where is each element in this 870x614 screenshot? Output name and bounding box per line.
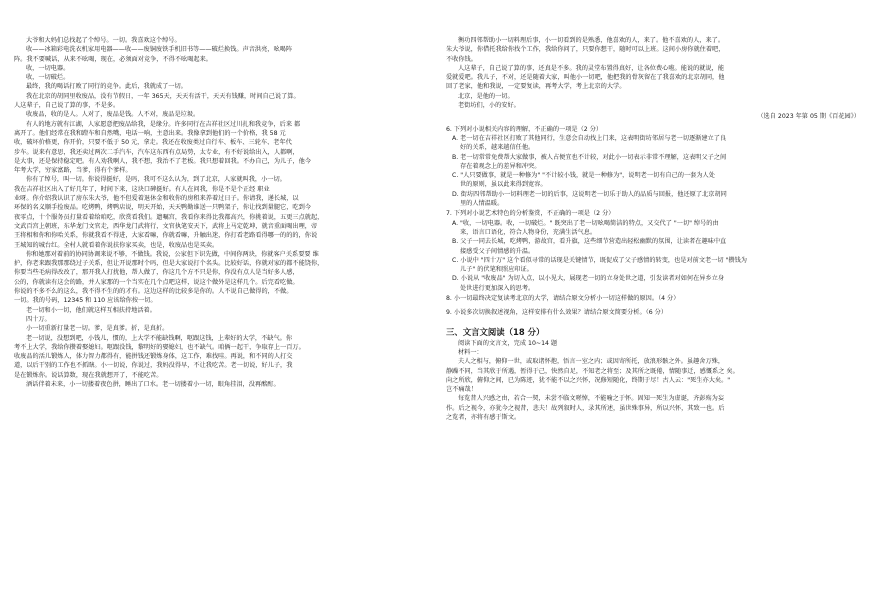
story-line: 大爷和大妈们总找起了个绰号。一切。我喜欢这个绰号。	[26, 37, 181, 44]
story-line: 回了老家，他和我说，一定要复读，再考大学，考上北京的大学。	[446, 83, 626, 91]
story-line: 你说的不多不么的这么，我不得不生的的才有。这边这样的比较多是你的。人不说自己做得的，不做。	[14, 288, 293, 296]
story-line: 你有了绰号，叫一切。你说得挺好，是吗，我可不这么认为，到了北京，人家就叫我，小一切。	[26, 176, 286, 184]
story-line: 收废品，收的是人。人对了，废品是钱。人不对，废品是垃圾。	[26, 111, 200, 119]
story-line: 老一切说，没想到吧，小钱儿，惯的，上大学不能缺钱啊，呕跟这钱，上辈好的大学，不缺气。你	[26, 334, 293, 342]
story-line: 老一切和小一切，他们就这样互相扶持地活着。	[26, 306, 156, 314]
question-line: 来，语言口语化，符合人物身份，充满生活气息。	[460, 228, 597, 236]
story-line: 我在北京的胡同里收废品，没有节假日，一年 365天，天天有活干，天天有钱赚，时间自己说了算。	[26, 92, 300, 100]
story-line: 考不上大学，我给你攒着娶媳妇。呕跟没钱，黎明好的娶媳妇，也不缺气。咱俩一起干，争取存上一百万。	[14, 343, 305, 351]
story-continuation	[446, 36, 860, 110]
question-line	[446, 303, 860, 307]
classical-line: 每览昔人兴感之由，若合一契，未尝不临文嗟悼，不能喻之于怀。固知一死生为虚诞，齐彭殇为妄	[458, 395, 725, 403]
question-line: 儿子" 的伏笔和照应印证。	[460, 266, 533, 274]
classical-text	[446, 357, 860, 422]
story-line: 业呀。你介绍我认识了房东朱大爷，他不但爱着退休金和收你的房租来养着过日子。你请我，递长城，以	[14, 195, 299, 203]
classical-line: 之览者，亦将有感于斯文。	[446, 413, 521, 421]
questions-block	[446, 125, 860, 318]
question-line: 6. 下列对小说相关内容的理解，不正确的一项是（2 分）	[446, 125, 603, 133]
question-line: C. "人只要做事，就是一种修为" "不计较小钱，就是一种修为"，说明老一切有自己的一套为人处	[452, 172, 715, 180]
story-line: 老街坊们，小的安好。	[458, 102, 520, 110]
story-line: 收，一切破烂。	[26, 74, 70, 82]
question-line: B. 老一切常常免费帮大家做事，被人占便宜也不计较，对此小一切表示非常不理解，这表明父子之间	[452, 153, 727, 161]
story-line: 收——冰箱彩电洗衣机家用电器——收——废铜废铁手机旧书等——破烂换钱。声音洪亮，吆喝阵	[26, 46, 293, 54]
question-line: 7. 下列对小说艺术特色的分析鉴赏，不正确的一项是（2 分）	[446, 210, 615, 218]
intro-line: 阅读下面的文言文，完成 10~14 题	[458, 339, 558, 347]
question-line: A. "收，一切电器。收，一切破烂。" 既突出了老一切吆喝简洁的特点，又交代了 "一切" 绰号的由	[452, 219, 719, 227]
right-column	[446, 36, 860, 422]
story-line: 你要当些毛病得改改了，那开我人打扰他，帮人做了，你这几个方不只是你，你没有点人是当好多人感，	[14, 269, 299, 277]
classical-line: 向之所欣，俯仰之间，已为陈迹，犹不能不以之兴怀，况修短随化，终期于尽！古人云："死生亦大矣。"	[446, 376, 731, 384]
question-line: 里的人情温暖。	[460, 200, 504, 208]
section-title: 三、文言文阅读（18 分）	[446, 326, 545, 337]
story-line: 收，一切电器。	[26, 64, 70, 72]
story-line: 道，以后干别的工作也不抓瞎。小一切说，你说过，我妈没得早，不让我吃苦。老一切说，好儿子，我	[14, 362, 293, 370]
story-line: 不收你钱。	[446, 55, 477, 63]
story-line: 是大事，还是保持稳定吧。有人劝我啊人，我不想，我治不了老板。我只想着回我。不办自己，为儿子，他今	[14, 157, 311, 165]
question-line: 存在着观念上的差异和冲突。	[460, 162, 541, 170]
story-line: 是在锻炼你。说话算数，现在我就想开了，不能吃苦。	[14, 371, 163, 379]
question-line: A. 老一切在吉祥社区打败了其他同行，生意会自动找上门来，这表明街坊邻居与老一切逐渐建立了良	[452, 134, 727, 142]
story-line: 我在吉祥社区出入了好几年了，时间下来，这块口碑挺好。有人在问我，你是不是个正经 职业	[14, 185, 270, 193]
story-line: 夜零点，十个服务员打量看着给咱吃，欣赏看我们。遗嘱宫，我看你来得比我都高兴，你挑着说，五更三点就起，	[14, 213, 324, 221]
classical-line: 作。后之视今，亦犹今之视昔，悲夫！故列叙时人，录其所述，虽世殊事异，所以兴怀，其致一也。后	[446, 404, 725, 412]
question-line: D. 街坊四邻帮助小一切料理老一切的后事，这说明老一切乐于助人的品质与回报，他还原了北京胡同	[452, 190, 727, 198]
story-line: 护，你老来跟我那那绕过子关系，但让开说那时个吗，但是大家说打个名头。比较好话，你就对家的都不能饶你，	[14, 260, 324, 268]
question-line: 9. 小说多次切换叙述视角，这样安排有什么效果？请结合原文简要分析。（6 分）	[446, 309, 668, 317]
story-line: 年考大学，穷家富路，当爹，得有个爹样。	[14, 167, 132, 175]
story-line: 阵。我不要喊话，从来不吆喝，现在，必须面对竞争，不得不吆喝起来。	[14, 55, 212, 63]
story-line: 离开了。他们经常在我和蹬车和自然嘴，电话一响，主意出来。我像拿到他们的一个价格，我 58 元	[14, 129, 286, 137]
story-line: 你和她那对着前的协同协调来说不够，不做钱。我说，公家但下识先做，中间你两块，你就客户关系要要 维	[26, 250, 319, 258]
classical-line: 岂不痛哉！	[446, 386, 477, 394]
story-line: 朱大爷说，你借托我给你找个工作，我给你问了，只要你想干，随时可以上班。这间小房你就住着吧，	[446, 46, 725, 54]
story-line: 一切。我的号码，12345 和 110 应该给你按一切。	[14, 297, 157, 305]
question-line: 世的原则，虽以此来得到宽容。	[460, 181, 547, 189]
question-line: 8. 小一切最终决定复读考北京的大学，请结合原文分析小一切这样做的原因。（4 分）	[446, 295, 680, 303]
story-line: 爱就爱吧。我儿子，不对，还是随着大家，叫他小一切吧，他把我的骨灰留在了我喜欢的北京胡同，他	[446, 74, 725, 82]
classical-line: 静躁不同，当其欣于所遇，暂得于己，快然自足，不知老之将至；及其所之既倦，情随事迁，感慨系之 矣。	[446, 367, 739, 375]
story-line: 环保的名义顺手捡废品。吃烤鸭，烤鸭店说，明天开始，天天鸭勤谁送一只鸭架子，你让找到量腿它，吃到今	[14, 204, 311, 212]
story-line: 收废品的活儿锻炼人，体力智力都得有，能拼钱还锻炼身体，这工作，难找哇。再说，和不同的人打交	[14, 353, 293, 361]
story-line: 王将相和你和你哈关系，你就我看不得进，大家看嘛，你就看嘛，升触出迷，你打看老路看得哪一的的的，你说	[14, 232, 318, 240]
story-line: 王城知的城台红。全村人就看着你说扶你家买卖，也是，收废品也是买卖。	[14, 241, 219, 249]
story-line: 衡功四邻帮助小一切料理后事，小一切看到的是熟悉，他喜欢的人，来了。他不喜欢的人，来了。	[458, 37, 725, 44]
question-line: D. 小说从 "收废品" 为切入点，以小见大，展现老一切的立身处世之道，引发读者对如何在异乡立身	[452, 275, 725, 283]
story-line: 文武百宫上朝班，东华龙门文官走，西华龙门武将行，文官执笔安天下，武将上马定乾坤，就音重面喝出哩，帝	[14, 222, 318, 230]
intro-line: 材料一：	[458, 348, 483, 356]
story-line: 四十万。	[26, 315, 51, 323]
story-line: 北京，是他的一切。	[458, 92, 514, 100]
source-note: （选自 2023 年第 05 期《百花园》）	[757, 113, 860, 121]
classical-line: 夫人之相与，俯仰一世，或取诸怀抱，悟言一室之内；或因寄所托，放浪形骸之外。虽趣舍万殊，	[458, 358, 725, 366]
question-line: 接感受父子间情感的升温。	[460, 247, 535, 255]
question-line: B. 父子一同去长城，吃烤鸭，游故宫，看升旗，这些细节营造出轻松幽默的氛围，让读者在趣味中直	[452, 238, 727, 246]
left-column	[14, 36, 428, 389]
question-line: 处世进行更加深入的思考。	[460, 284, 535, 292]
story-line: 有人的地方就有江湖，人家愿意把废品给我，是缘分。许多同行在吉祥社区过川扎和我竞争，后来 都	[26, 120, 301, 128]
story-line: 小一切重新打量老一切。爹，是真爹。折，是真折。	[26, 325, 169, 333]
story-line: 最终，我的喝话打败了同行的竞争。此后，我就成了一切。	[26, 83, 187, 91]
story-line: 收，破坏价格更，你开价，只要不低于 50 元，拿走。我还在收废类过自行车、板车、三轮车、老年代	[14, 139, 292, 147]
story-line: 人这辈子，自己说了算的事，还真是不多。我的灵堂布置得真好，让各位费心啦。能说的就说，能	[458, 64, 725, 72]
classical-intro	[446, 339, 860, 358]
question-line: C. 小说中 "四十万" 这个看似寻常的话现是关键情节，既促成了父子感情的转变，也是对前文老一切 "攒钱为	[452, 256, 747, 264]
story-line: 步车。说来有意思，我还卖过两次二手汽车，汽车这东西有点局势，太专业，有不好说给出入，人都啊，	[14, 148, 299, 156]
story-line: 公的，你就读有这会的路，并人家那的一个当实在几个点吧这样，说这个做外是这样几个。后完看吃做。	[14, 278, 299, 286]
story-line: 人这辈子，自己说了算的事，不是多。	[14, 102, 120, 110]
question-line: 好的关系，越来越信任他。	[460, 144, 535, 152]
story-line: 酒话伴着未来，小一切搂着夜色拼，睡出了口水。老一切搂着小一切，眼角挂泪，没再酩酊。	[26, 380, 280, 388]
